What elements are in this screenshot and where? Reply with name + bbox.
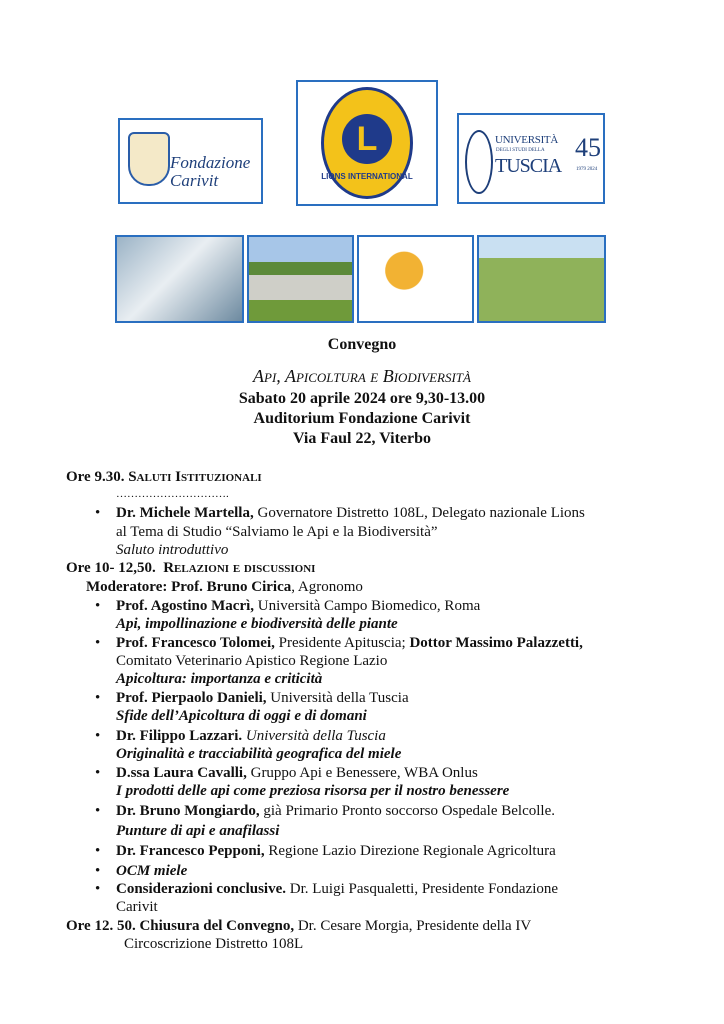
section-saluti [66,468,262,486]
speaker-role: Comitato Veterinario Apistico Regione Lazio [116,653,388,669]
talk-title: Saluto introduttivo [116,542,229,558]
text-span: Gruppo Api e Benessere, WBA Onlus [246,765,478,781]
talk-title: Punture di api e anafilassi [116,823,280,839]
bullet-icon: • [95,598,101,614]
lions-logo-text: LIONS INTERNATIONAL [321,172,413,181]
tuscia-mid-text: DEGLI STUDI DELLA [496,148,545,153]
moderator [86,578,363,596]
bullet-icon: • [95,863,101,879]
photo-honey [357,235,474,323]
tuscia-dates-text: 1979 2024 [576,167,598,172]
text-span: Dottor Massimo Palazzetti, [409,635,583,651]
bullet-icon: • [95,843,101,859]
section-chiusura [66,917,531,935]
speaker-item [95,802,555,820]
universita-tuscia-logo [457,113,605,204]
bullet-icon: • [95,635,101,651]
section-relazioni [66,559,315,577]
event-kicker: Convegno [327,336,397,353]
text-span: Saluti Istituzionali [128,469,262,485]
lions-letter: L [342,114,392,164]
event-address: Via Faul 22, Viterbo [292,430,432,447]
speaker-item [95,597,481,615]
carivit-logo-text: Fondazione Carivit [170,153,251,190]
text-span: Ore 10- 12,50. [66,560,156,576]
speaker-item [95,727,386,745]
text-span: Moderatore: Prof. Bruno Cirica [86,579,292,595]
tuscia-top-text: UNIVERSITÀ [495,134,558,146]
text-span: Dr. Francesco Pepponi, [116,843,265,859]
text-span: D.ssa Laura Cavalli, [116,765,247,781]
speaker-role: al Tema di Studio “Salviamo le Api e la Biodiversità” [116,524,438,540]
text-span: OCM miele [116,863,188,879]
talk-title: Api, impollinazione e biodiversità delle piante [116,616,398,632]
bullet-icon: • [95,881,101,897]
bullet-icon: • [95,505,101,521]
bullet-icon: • [95,690,101,706]
text-span: , Agronomo [291,579,363,595]
text-span: Governatore Distretto 108L, Delegato nazionale Lions [253,505,585,521]
tuscia-years-text: 45 [575,133,601,162]
photo-bee-flower [115,235,244,323]
crest-icon [128,132,170,186]
text-span: Ore 9.30. [66,469,125,485]
speaker-item [95,689,409,707]
text-span: Università Campo Biomedico, Roma [254,598,481,614]
bullet-icon: • [95,728,101,744]
speaker-item [95,634,583,652]
event-date: Sabato 20 aprile 2024 ore 9,30-13.00 [238,390,486,407]
text-span: Dr. Filippo Lazzari. [116,728,243,744]
text-span: Chiusura del Convegno, [135,918,295,934]
talk-title: Apicoltura: importanza e criticità [116,671,323,687]
bullet-icon: • [95,803,101,819]
text-span: Regione Lazio Direzione Regionale Agricoltura [264,843,556,859]
text-span: Dr. Michele Martella, [116,505,254,521]
photo-beehives [247,235,354,323]
event-title: Api, Apicoltura e Biodiversità [253,366,471,386]
bullet-icon: • [95,765,101,781]
text-span: Dr. Bruno Mongiardo, [116,803,260,819]
photo-wildflowers [477,235,606,323]
placeholder-dots: …………………………. [116,488,229,500]
text-span: Considerazioni conclusive. [116,881,287,897]
speaker-item [95,504,585,522]
text-span: Ore 12. 50. [66,918,136,934]
talk-item [95,862,188,880]
seal-icon [465,130,493,194]
text-span: Università della Tuscia [266,690,409,706]
text-span: Presidente Apituscia; [274,635,410,651]
text-span: Prof. Pierpaolo Danieli, [116,690,267,706]
closing-remarks [95,880,559,898]
talk-title: Sfide dell’Apicoltura di oggi e di domani [116,708,367,724]
text-span: Dr. Luigi Pasqualetti, Presidente Fondazione [286,881,559,897]
text-span: Università della Tuscia [242,728,386,744]
talk-title: I prodotti delle api come preziosa risorsa per il nostro benessere [116,783,510,799]
event-venue: Auditorium Fondazione Carivit [253,410,471,427]
speaker-role: Circoscrizione Distretto 108L [124,936,304,952]
fondazione-carivit-logo [118,118,263,204]
text-span: Dr. Cesare Morgia, Presidente della IV [294,918,532,934]
text-span: già Primario Pronto soccorso Ospedale Belcolle. [259,803,555,819]
talk-title: Originalità e tracciabilità geografica del miele [116,746,402,762]
speaker-item [95,842,556,860]
tuscia-name-text: TUSCIA [495,155,562,177]
speaker-role: Carivit [116,899,158,915]
speaker-item [95,764,478,782]
text-span: Prof. Agostino Macrì, [116,598,255,614]
text-span: Prof. Francesco Tolomei, [116,635,275,651]
lions-logo [296,80,438,206]
text-span: Relazioni e discussioni [163,560,316,576]
